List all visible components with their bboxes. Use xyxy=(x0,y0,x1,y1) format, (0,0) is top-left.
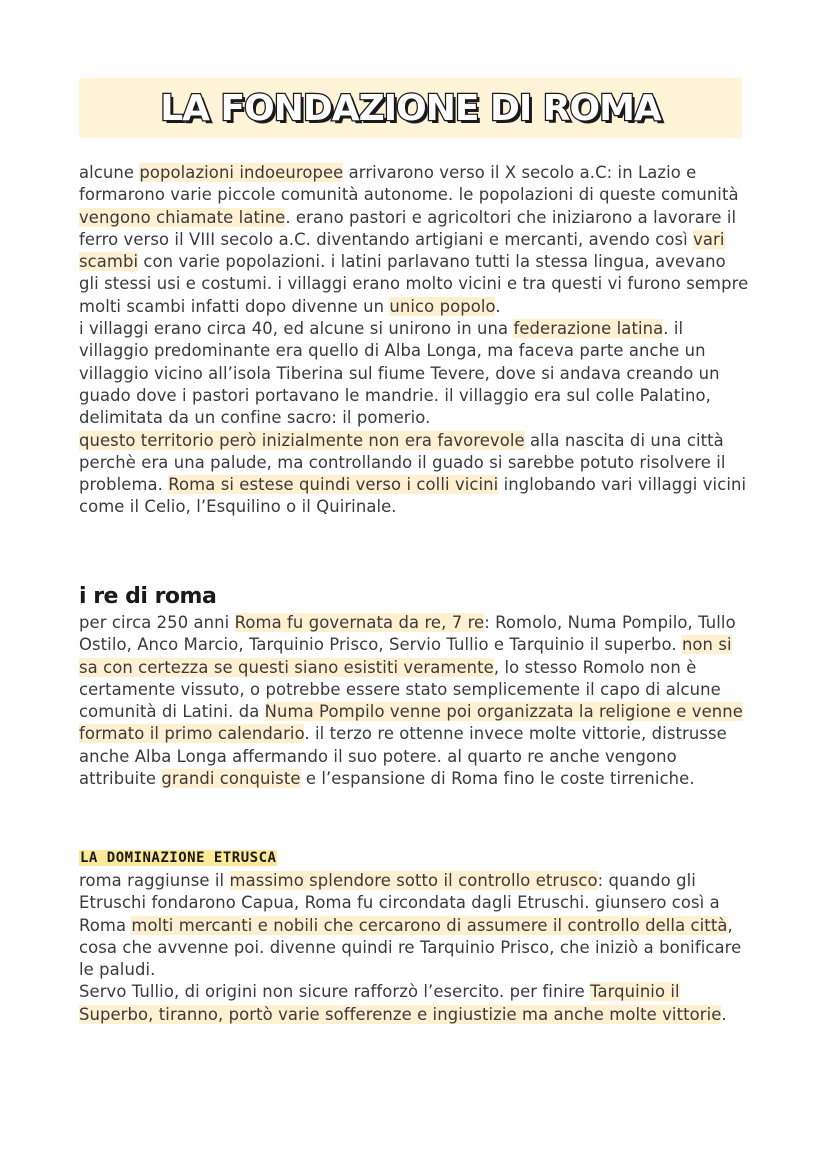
section-heading-etruscan xyxy=(79,850,277,866)
text-run: : quando gli Etruschi fondarono Capua, Roma fu circondata dagli Etruschi. giunsero così a Roma xyxy=(79,871,720,935)
text-run: alla nascita di una città perchè era una palude, ma controllando il guado si sarebbe potuto risolvere il problema. xyxy=(79,430,726,495)
text-run: , cosa che avvenne poi. divenne quindi re Tarquinio Prisco, che iniziò a bonificare le paludi. xyxy=(79,915,742,980)
text-run: i villaggi erano circa 40, ed alcune si unirono in una xyxy=(79,319,514,339)
text-run: . xyxy=(495,296,501,316)
highlighted-text: grandi conquiste xyxy=(161,769,301,789)
section-intro-paragraph xyxy=(79,162,749,519)
highlighted-text: massimo splendore sotto il controllo etrusco xyxy=(229,871,598,890)
text-run: e l’espansione di Roma fino le coste tirreniche. xyxy=(300,769,695,789)
highlighted-text: federazione latina xyxy=(513,319,664,339)
highlighted-text: non si sa con certezza se questi siano esistiti veramente xyxy=(79,635,732,677)
text-run: arrivarono verso il X secolo a.C: in Lazio e formarono varie piccole comunità autonome. le popolazioni di queste comunità xyxy=(79,163,739,205)
text-run: . il villaggio predominante era quello di Alba Longa, ma faceva parte anche un villaggio vicino all’isola Tiberina sul fiume Tevere, dove si andava creando un guado dove i pastori portavano le mandrie. il villaggio era sul colle Palatino, delimitata da un confine sacro: il pomerio. xyxy=(79,319,720,428)
text-run: inglobando vari villaggi vicini come il Celio, l’Esquilino o il Quirinale. xyxy=(79,475,747,517)
highlighted-text: Roma si estese quindi verso i colli vicini xyxy=(168,475,499,495)
section-etruscan-paragraph xyxy=(79,870,749,1026)
highlighted-text: Roma fu governata da re, 7 re xyxy=(234,613,485,632)
section-heading-kings: i re di roma xyxy=(79,584,217,609)
highlighted-text: Numa Pompilo venne poi organizzata la religione e venne formato il primo calendario xyxy=(79,702,743,744)
section-heading-etruscan-text: LA DOMINAZIONE ETRUSCA xyxy=(80,850,277,866)
text-run: . il terzo re ottenne invece molte vittorie, distrusse anche Alba Longa affermando il suo potere. al quarto re anche vengono attribuite xyxy=(79,724,727,789)
text-run: con varie popolazioni. i latini parlavano tutti la stessa lingua, avevano gli stessi usi e costumi. i villaggi erano molto vicini e tra questi vi furono sempre molti scambi infatti dopo divenne un xyxy=(79,252,749,316)
highlighted-text: questo territorio però inizialmente non era favorevole xyxy=(79,430,525,450)
highlighted-text: unico popolo xyxy=(389,296,496,316)
text-run: . erano pastori e agricoltori che iniziarono a lavorare il ferro verso il VIII secolo a.C. diventando artigiani e mercanti, avendo così xyxy=(79,207,737,249)
highlighted-text: molti mercanti e nobili che cercarono di assumere il controllo della città xyxy=(131,915,728,935)
text-run: roma raggiunse il xyxy=(79,871,230,890)
text-run: per circa 250 anni xyxy=(79,613,235,632)
section-kings-paragraph xyxy=(79,612,749,790)
text-run: . xyxy=(721,1004,727,1024)
text-run: alcune xyxy=(79,163,140,182)
highlighted-text: Tarquinio il Superbo, tiranno, portò varie sofferenze e ingiustizie ma anche molte vittorie xyxy=(79,982,722,1024)
text-run: Servo Tullio, di origini non sicure rafforzò l’esercito. per finire xyxy=(79,982,591,1002)
page-title: LA FONDAZIONE DI ROMA xyxy=(160,87,661,129)
text-run: : Romolo, Numa Pompilo, Tullo Ostilo, Anco Marcio, Tarquinio Prisco, Servio Tullio e Tarquinio il superbo. xyxy=(79,613,736,655)
highlighted-text: vari scambi xyxy=(79,229,725,272)
highlighted-text: vengono chiamate latine xyxy=(79,207,286,227)
text-run: , lo stesso Romolo non è certamente vissuto, o potrebbe essere stato semplicemente il capo di alcune comunità di Latini. da xyxy=(79,657,721,722)
highlighted-text: popolazioni indoeuropee xyxy=(139,163,344,182)
